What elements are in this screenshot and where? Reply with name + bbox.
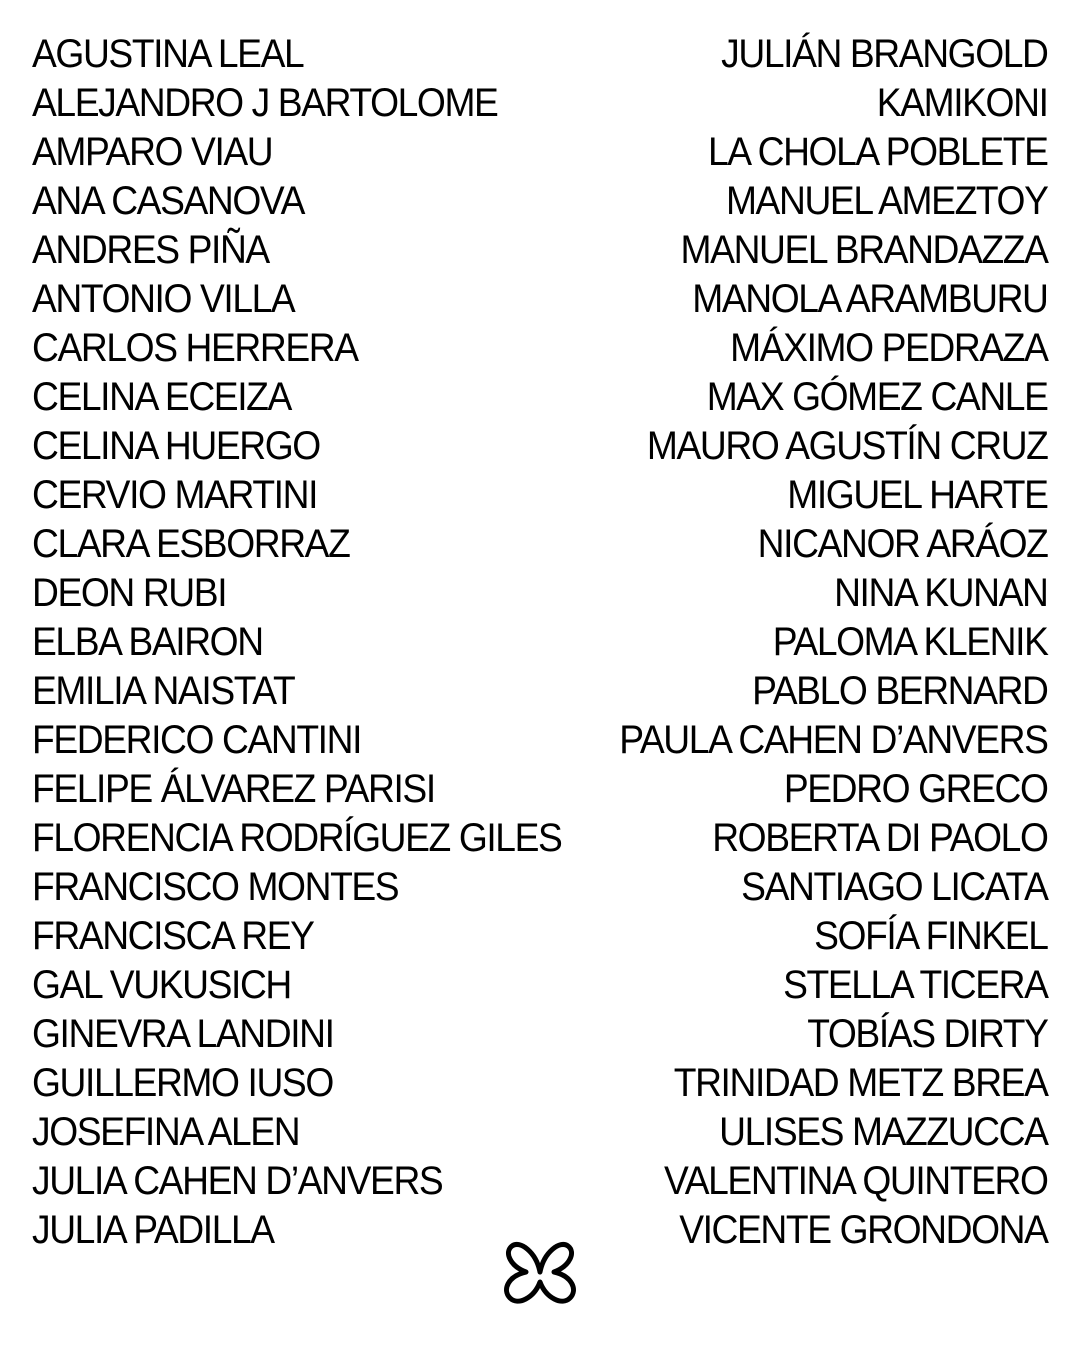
name-item: ROBERTA DI PAOLO	[712, 816, 1048, 860]
name-item: GUILLERMO IUSO	[32, 1061, 333, 1105]
name-item: GAL VUKUSICH	[32, 963, 291, 1007]
name-item: ANDRES PIÑA	[32, 228, 269, 272]
name-item: MAURO AGUSTÍN CRUZ	[647, 424, 1048, 468]
name-item: JULIA CAHEN D’ANVERS	[32, 1159, 443, 1203]
name-item: MIGUEL HARTE	[787, 473, 1048, 517]
name-item: EMILIA NAISTAT	[32, 669, 295, 713]
name-item: MAX GÓMEZ CANLE	[707, 375, 1048, 419]
name-item: GINEVRA LANDINI	[32, 1012, 334, 1056]
names-left-column	[32, 30, 601, 1255]
name-item: AGUSTINA LEAL	[32, 32, 304, 76]
name-item: MANUEL BRANDAZZA	[681, 228, 1048, 272]
name-item: NICANOR ARÁOZ	[758, 522, 1048, 566]
name-item: FRANCISCO MONTES	[32, 865, 399, 909]
name-item: JOSEFINA ALEN	[32, 1110, 300, 1154]
name-item: SOFÍA FINKEL	[814, 914, 1048, 958]
name-item: ANA CASANOVA	[32, 179, 304, 223]
name-item: FLORENCIA RODRÍGUEZ GILES	[32, 816, 562, 860]
name-item: PEDRO GRECO	[784, 767, 1048, 811]
name-item: CLARA ESBORRAZ	[32, 522, 350, 566]
name-item: TRINIDAD METZ BREA	[674, 1061, 1048, 1105]
name-item: CELINA ECEIZA	[32, 375, 291, 419]
name-item: VICENTE GRONDONA	[679, 1208, 1048, 1252]
name-item: CARLOS HERRERA	[32, 326, 358, 370]
name-item: MANOLA ARAMBURU	[692, 277, 1048, 321]
name-item: ANTONIO VILLA	[32, 277, 295, 321]
name-item: CELINA HUERGO	[32, 424, 320, 468]
name-item: JULIÁN BRANGOLD	[721, 32, 1048, 76]
name-item: MÁXIMO PEDRAZA	[730, 326, 1048, 370]
name-item: JULIA PADILLA	[32, 1208, 274, 1252]
name-item: ELBA BAIRON	[32, 620, 263, 664]
name-item: FELIPE ÁLVAREZ PARISI	[32, 767, 435, 811]
name-item: FRANCISCA REY	[32, 914, 314, 958]
names-right-column	[587, 30, 1048, 1255]
name-item: SANTIAGO LICATA	[741, 865, 1048, 909]
four-petal-flower-icon	[496, 1232, 584, 1320]
name-item: VALENTINA QUINTERO	[664, 1159, 1048, 1203]
name-item: CERVIO MARTINI	[32, 473, 318, 517]
name-item: KAMIKONI	[877, 81, 1048, 125]
name-item: ULISES MAZZUCCA	[719, 1110, 1048, 1154]
name-item: STELLA TICERA	[783, 963, 1048, 1007]
name-item: PALOMA KLENIK	[773, 620, 1048, 664]
name-item: DEON RUBI	[32, 571, 227, 615]
name-item: TOBÍAS DIRTY	[807, 1012, 1048, 1056]
name-item: AMPARO VIAU	[32, 130, 273, 174]
name-item: MANUEL AMEZTOY	[726, 179, 1048, 223]
name-item: ALEJANDRO J BARTOLOME	[32, 81, 498, 125]
name-item: NINA KUNAN	[834, 571, 1048, 615]
name-item: PAULA CAHEN D’ANVERS	[619, 718, 1048, 762]
name-item: FEDERICO CANTINI	[32, 718, 362, 762]
name-item: PABLO BERNARD	[752, 669, 1048, 713]
name-item: LA CHOLA POBLETE	[708, 130, 1048, 174]
